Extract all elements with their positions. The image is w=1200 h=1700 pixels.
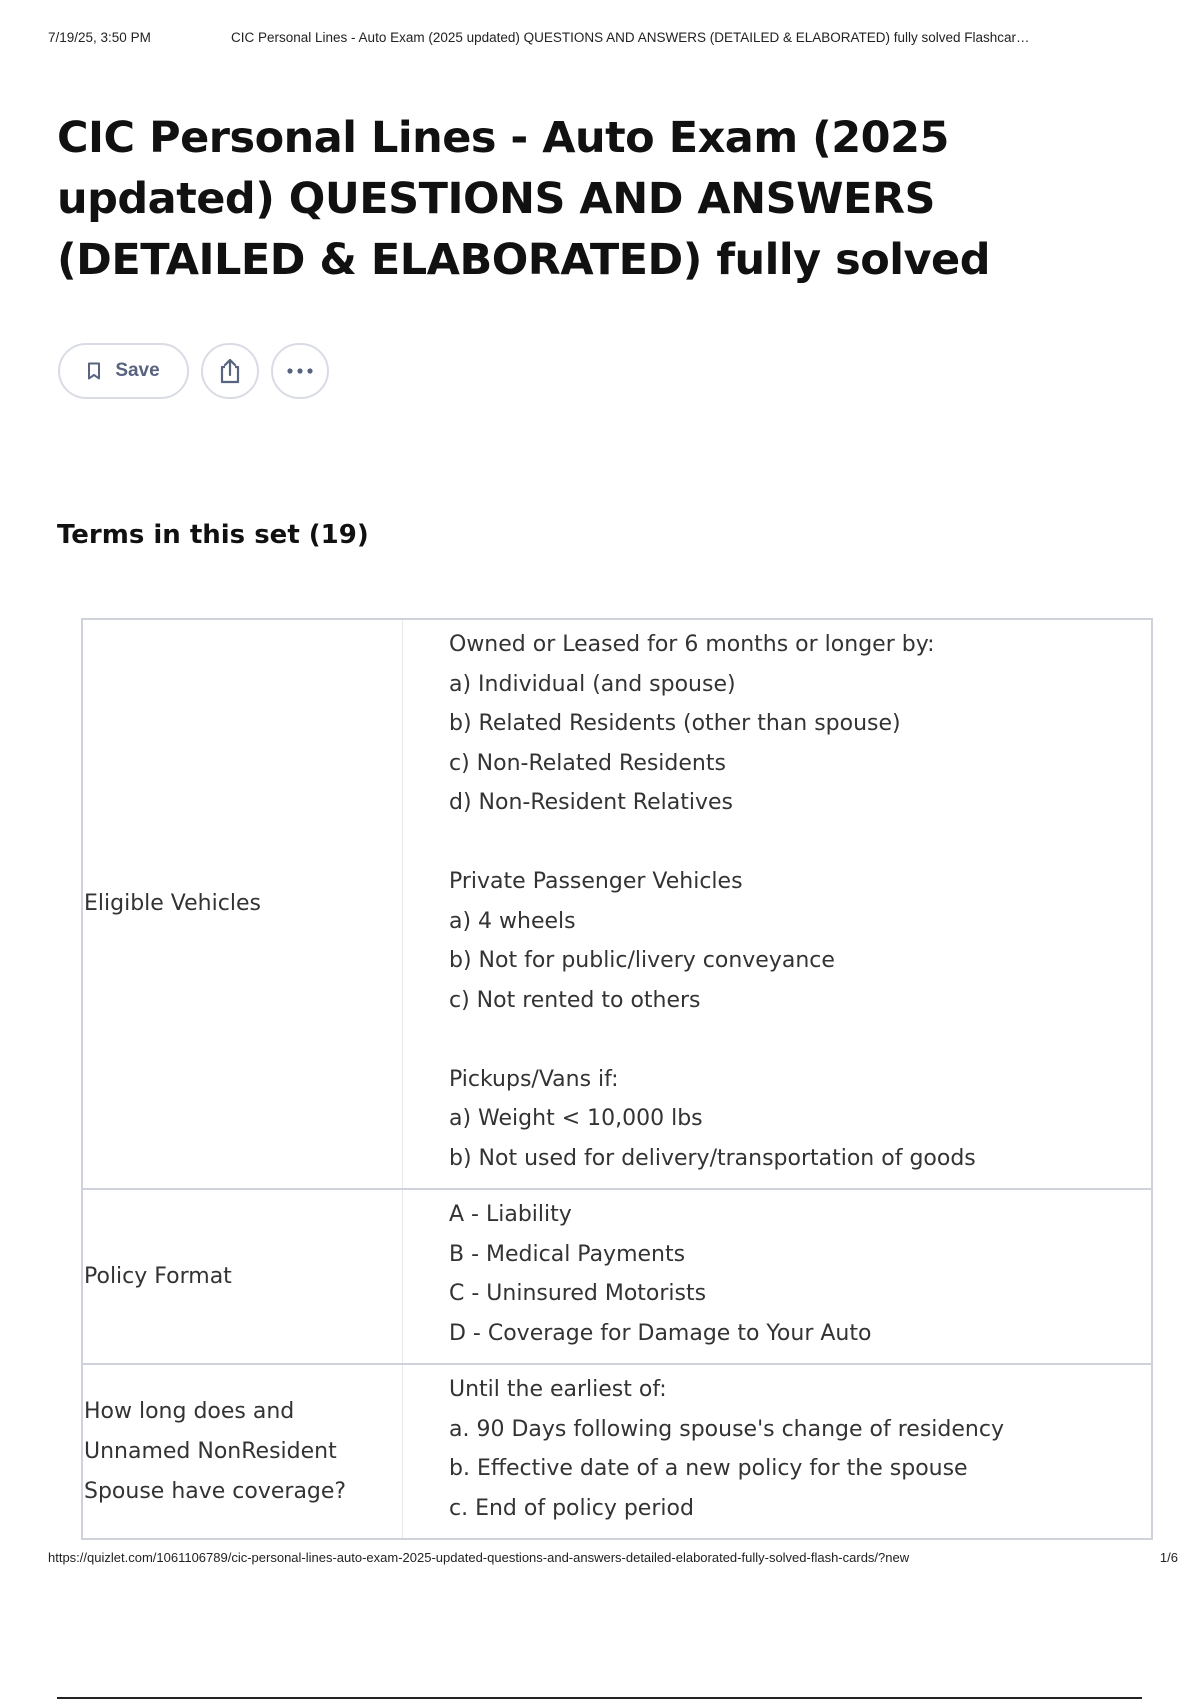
print-header (48, 30, 1178, 45)
definition-line: b) Not for public/livery conveyance (449, 948, 835, 973)
definition-line: d) Non-Resident Relatives (449, 790, 733, 815)
definition-line: Private Passenger Vehicles (449, 869, 743, 894)
definition-line: Pickups/Vans if: (449, 1066, 619, 1092)
definition-line (449, 1020, 1151, 1060)
share-button[interactable] (201, 343, 259, 399)
page-number: 1/6 (1159, 1550, 1178, 1565)
definition-line (449, 823, 1151, 863)
definition-line: a) 4 wheels (449, 908, 576, 934)
definition-line: A - Liability (449, 1202, 572, 1227)
bookmark-icon (87, 362, 101, 380)
term-line: How long does and (84, 1398, 295, 1424)
definition-line: a. 90 Days following spouse's change of residency (449, 1416, 1004, 1442)
more-horizontal-icon (286, 367, 314, 375)
definition-line: b) Related Residents (other than spouse) (449, 711, 901, 736)
term-card (81, 1363, 1153, 1540)
print-url: https://quizlet.com/1061106789/cic-personal-lines-auto-exam-2025-updated-questions-and-answers-detailed-elaborated-fully-solved-flash-cards/?new (48, 1550, 910, 1565)
definition-text (403, 1190, 1151, 1363)
save-button[interactable] (58, 343, 189, 399)
save-button-label: Save (115, 360, 160, 381)
divider (57, 1697, 1142, 1699)
definition-line: a) Weight < 10,000 lbs (449, 1106, 703, 1131)
term-line: Spouse have coverage? (84, 1478, 347, 1504)
more-options-button[interactable] (271, 343, 329, 399)
page-title: CIC Personal Lines - Auto Exam (2025 updated) QUESTIONS AND ANSWERS (DETAILED & ELABORATED) fully solved (57, 113, 990, 285)
definition-line: Until the earliest of: (449, 1377, 667, 1402)
print-doc-title: CIC Personal Lines - Auto Exam (2025 updated) QUESTIONS AND ANSWERS (DETAILED & ELABORATED) fully solved Flashcar… (231, 30, 1030, 45)
term-line: Unnamed NonResident (84, 1438, 337, 1464)
terms-heading: Terms in this set (19) (57, 520, 369, 550)
term-line: Policy Format (84, 1263, 232, 1289)
definition-text (403, 1365, 1151, 1538)
term-line: Eligible Vehicles (84, 891, 261, 916)
print-footer (48, 1550, 1178, 1565)
definition-text (403, 620, 1151, 1188)
definition-line: B - Medical Payments (449, 1241, 686, 1267)
terms-list (81, 620, 1153, 1540)
term-text (83, 1365, 403, 1538)
definition-line: C - Uninsured Motorists (449, 1281, 707, 1306)
term-text (83, 620, 403, 1188)
term-text (83, 1190, 403, 1363)
term-card (81, 618, 1153, 1190)
definition-line: Owned or Leased for 6 months or longer by: (449, 632, 935, 657)
term-card (81, 1188, 1153, 1365)
definition-line: D - Coverage for Damage to Your Auto (449, 1320, 872, 1346)
definition-line: c) Non-Related Residents (449, 750, 726, 776)
definition-line: c) Not rented to others (449, 987, 701, 1013)
definition-line: a) Individual (and spouse) (449, 671, 736, 697)
definition-line: b) Not used for delivery/transportation of goods (449, 1145, 976, 1171)
action-bar (58, 343, 329, 399)
definition-line: c. End of policy period (449, 1495, 694, 1521)
share-icon (217, 357, 243, 385)
definition-line: b. Effective date of a new policy for the spouse (449, 1456, 968, 1481)
print-datetime: 7/19/25, 3:50 PM (48, 30, 151, 45)
